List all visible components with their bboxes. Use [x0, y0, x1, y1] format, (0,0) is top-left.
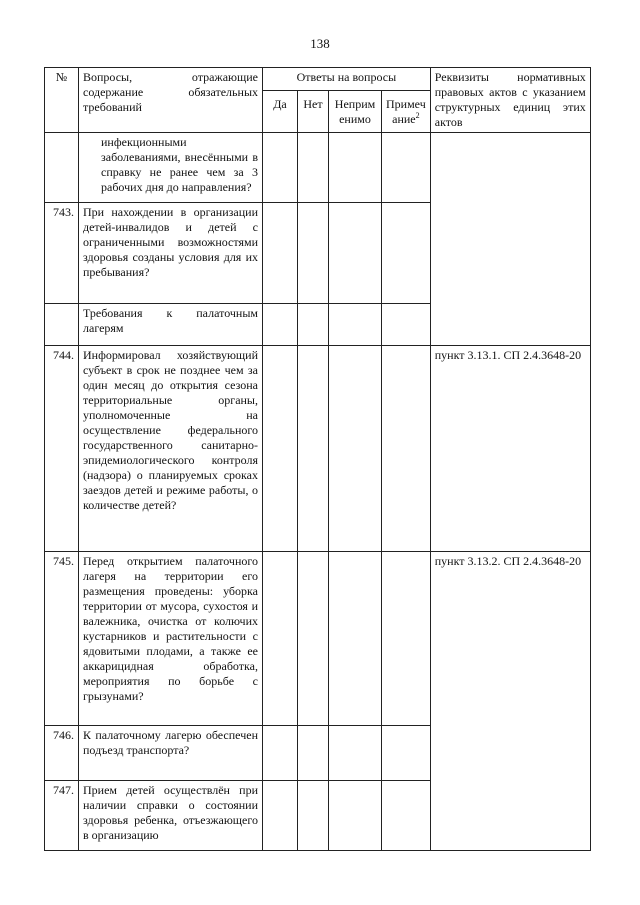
row-question: Перед открытием палаточного лагеря на территории его размещения проведены: уборка территории от мусора, сухостоя и валежника, очистка от колючих кустарников и растительности с ядовитыми плодами, а также ее аккарицидная обработка, мероприятия по борьбе с грызунами? — [79, 552, 263, 726]
row-num — [45, 304, 79, 346]
row-num: 743. — [45, 203, 79, 304]
row-question: Информировал хозяйствующий субъект в срок не позднее чем за один месяц до открытия сезона территориальные органы, уполномоченные на осуществление федерального государственного санитарно-эпидемиологического контроля (надзора) о планируемых сроках заездов детей и режиме работы, о количестве детей? — [79, 346, 263, 552]
answer-na-cell[interactable] — [329, 304, 382, 346]
header-row-1 — [45, 68, 591, 91]
row-question: При нахождении в организации детей-инвалидов и детей с ограниченными возможностями здоровья созданы условия для их пребывания? — [79, 203, 263, 304]
table-row — [45, 346, 591, 552]
section-title: Требования к палаточным лагерям — [79, 304, 263, 346]
row-question: инфекционными заболеваниями, внесёнными в справку не ранее чем за 3 рабочих дня до направления? — [79, 133, 263, 203]
header-yes: Да — [263, 91, 298, 133]
answer-na-cell[interactable] — [329, 781, 382, 851]
header-note — [382, 91, 431, 133]
answer-yes-cell[interactable] — [263, 346, 298, 552]
answer-no-cell[interactable] — [298, 304, 329, 346]
answer-no-cell[interactable] — [298, 346, 329, 552]
row-num — [45, 133, 79, 203]
header-note-label: Примеч ание — [386, 97, 426, 126]
answer-yes-cell[interactable] — [263, 781, 298, 851]
row-num: 744. — [45, 346, 79, 552]
answer-note-cell[interactable] — [382, 203, 431, 304]
answer-no-cell[interactable] — [298, 781, 329, 851]
row-question: К палаточному лагерю обеспечен подъезд транспорта? — [79, 726, 263, 781]
answer-na-cell[interactable] — [329, 203, 382, 304]
answer-note-cell[interactable] — [382, 552, 431, 726]
answer-note-cell[interactable] — [382, 726, 431, 781]
header-requisites: Реквизиты нормативных правовых актов с указанием структурных единиц этих актов — [430, 68, 590, 133]
answer-note-cell[interactable] — [382, 346, 431, 552]
row-num: 746. — [45, 726, 79, 781]
answer-yes-cell[interactable] — [263, 304, 298, 346]
answer-note-cell[interactable] — [382, 781, 431, 851]
row-requisites: пункт 3.13.1. СП 2.4.3648-20 — [430, 346, 590, 552]
answer-na-cell[interactable] — [329, 726, 382, 781]
answer-note-cell[interactable] — [382, 304, 431, 346]
header-na: Неприм енимо — [329, 91, 382, 133]
answer-no-cell[interactable] — [298, 552, 329, 726]
answer-yes-cell[interactable] — [263, 203, 298, 304]
answer-note-cell[interactable] — [382, 133, 431, 203]
answer-yes-cell[interactable] — [263, 726, 298, 781]
header-questions: Вопросы, отражающие содержание обязательных требований — [79, 68, 263, 133]
answer-yes-cell[interactable] — [263, 133, 298, 203]
header-note-sup: 2 — [415, 111, 420, 120]
row-num: 747. — [45, 781, 79, 851]
table-row — [45, 133, 591, 203]
answer-na-cell[interactable] — [329, 133, 382, 203]
answer-no-cell[interactable] — [298, 726, 329, 781]
table-row — [45, 552, 591, 726]
answer-yes-cell[interactable] — [263, 552, 298, 726]
header-answers: Ответы на вопросы — [263, 68, 431, 91]
header-no: Нет — [298, 91, 329, 133]
row-question: Прием детей осуществлён при наличии справки о состоянии здоровья ребенка, отъезжающего в организацию — [79, 781, 263, 851]
checklist-table — [44, 67, 591, 851]
row-num: 745. — [45, 552, 79, 726]
row-requisites: пункт 3.13.2. СП 2.4.3648-20 — [430, 552, 590, 851]
answer-no-cell[interactable] — [298, 133, 329, 203]
header-num: № — [45, 68, 79, 133]
row-requisites — [430, 133, 590, 346]
answer-na-cell[interactable] — [329, 346, 382, 552]
page-number: 138 — [310, 36, 330, 51]
answer-na-cell[interactable] — [329, 552, 382, 726]
answer-no-cell[interactable] — [298, 203, 329, 304]
